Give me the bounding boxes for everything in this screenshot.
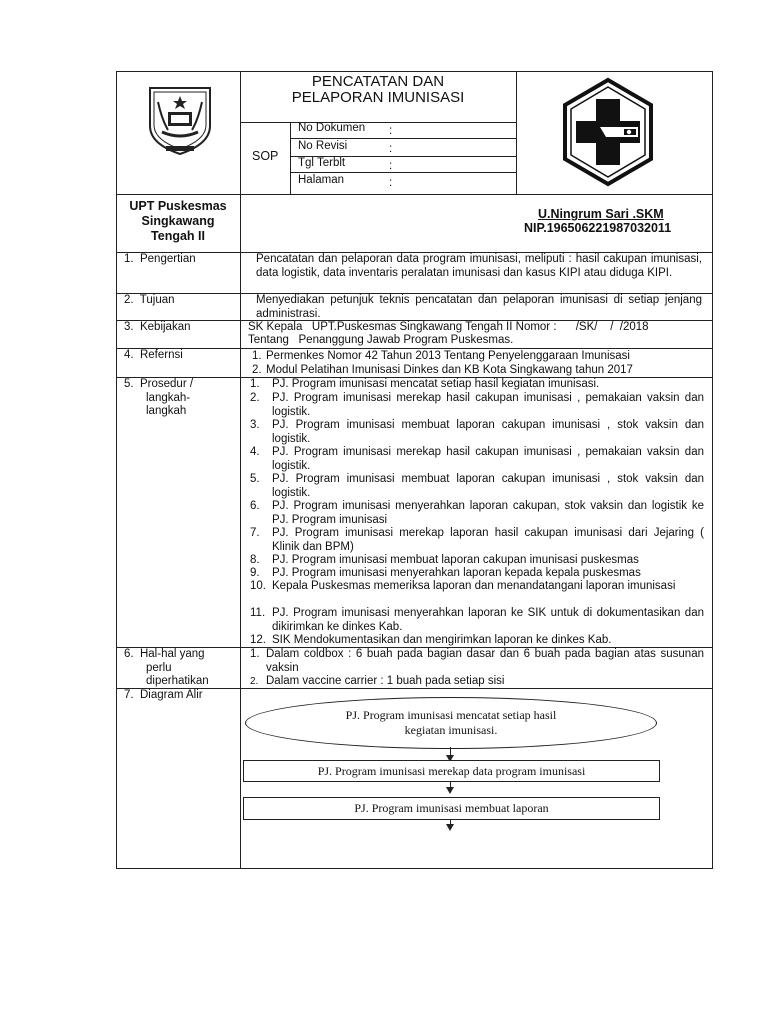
referensi-item-text: Modul Pelatihan Imunisasi Dinkes dan KB Kota Singkawang tahun 2017	[266, 364, 633, 376]
prosedur-item-text: PJ. Program imunisasi menyerahkan laporan kepada kepala puskesmas	[272, 567, 641, 579]
doc-field-tgl-terbit-label: Tgl Terblt	[298, 157, 346, 169]
prosedur-item-text: PJ. Program imunisasi merekap laporan hasil cakupan imunisasi dari Jejaring ( Klinik dan BPM)	[272, 527, 704, 553]
document-title-line2: PELAPORAN IMUNISASI	[291, 89, 465, 106]
regional-emblem-logo	[140, 80, 220, 158]
prosedur-item-number: 8.	[250, 554, 260, 566]
section-kebijakan-line2: Tentang Penanggung Jawab Program Puskesmas.	[248, 334, 514, 346]
prosedur-item-text: PJ. Program imunisasi menyerahkan laporan cakupan, stok vaksin dan logistik ke PJ. Program imunisasi	[272, 500, 704, 526]
prosedur-item-text: PJ. Program imunisasi membuat laporan cakupan imunisasi , stok vaksin dan logistik.	[272, 419, 704, 445]
signer-name: U.Ningrum Sari .SKM	[538, 207, 664, 221]
prosedur-item-number: 1.	[250, 378, 260, 390]
referensi-item-number: 1.	[252, 350, 262, 362]
prosedur-item-text: PJ. Program imunisasi membuat laporan cakupan imunisasi puskesmas	[272, 554, 639, 566]
doc-field-no-dokumen-value: :	[389, 125, 393, 137]
section-hal-hal-label-line3: diperhatikan	[146, 675, 209, 687]
hal-hal-item-text: Dalam coldbox : 6 buah pada bagian dasar dan 6 buah pada bagian atas susunan vaksin	[266, 648, 704, 674]
section-pengertian-label: 1. Pengertian	[124, 253, 196, 265]
prosedur-item-text: PJ. Program imunisasi membuat laporan cakupan imunisasi , stok vaksin dan logistik.	[272, 473, 704, 499]
section-referensi-label: 4. Refernsi	[124, 349, 183, 361]
section-prosedur-label-line2: langkah-	[146, 392, 191, 404]
section-hal-hal-label-line2: perlu	[146, 662, 172, 674]
section-pengertian-text: Pencatatan dan pelaporan data program imunisasi, meliputi : hasil cakupan imunisasi, data logistik, data inventaris peralatan imunisasi dan kasus KIPI atau diduga KIPI.	[256, 253, 702, 279]
prosedur-item-text: PJ. Program imunisasi mencatat setiap hasil kegiatan imunisasi.	[272, 378, 600, 390]
referensi-item-text: Permenkes Nomor 42 Tahun 2013 Tentang Penyelenggaraan Imunisasi	[266, 350, 630, 362]
section-kebijakan-label: 3. Kebijakan	[124, 321, 191, 333]
prosedur-item-number: 7.	[250, 527, 260, 539]
flow-arrowhead	[446, 787, 454, 794]
org-name-line3: Tengah II	[151, 229, 205, 243]
flow-node-start-ellipse	[245, 697, 657, 749]
section-kebijakan-line1: SK Kepala UPT.Puskesmas Singkawang Tengah II Nomor : /SK/ / /2018	[248, 321, 649, 333]
section-prosedur-label: 5. Prosedur /	[124, 378, 194, 390]
document-title-line1: PENCATATAN DAN	[311, 73, 445, 90]
doc-field-no-revisi-value: :	[389, 143, 393, 155]
doc-field-halaman-label: Halaman	[298, 174, 345, 186]
doc-field-no-revisi-label: No Revisi	[298, 140, 348, 152]
section-hal-hal-label: 6. Hal-hal yang	[124, 648, 205, 660]
prosedur-item-number: 3.	[250, 419, 260, 431]
prosedur-item-text: PJ. Program imunisasi merekap hasil cakupan imunisasi , pemakaian vaksin dan logistik.	[272, 392, 704, 418]
doc-field-halaman-value: :	[389, 177, 393, 189]
hal-hal-item-number: 2.	[250, 676, 259, 687]
hal-hal-item-number: 1.	[250, 648, 260, 660]
prosedur-item-number: 9.	[250, 567, 260, 579]
org-name-line2: Singkawang	[141, 214, 215, 228]
flow-node-start-line2: kegiatan imunisasi.	[404, 723, 498, 737]
flow-node-laporan	[243, 797, 660, 820]
flow-arrowhead	[446, 824, 454, 831]
prosedur-item-number: 12.	[250, 634, 266, 646]
puskesmas-logo	[560, 77, 656, 187]
prosedur-item-number: 4.	[250, 446, 260, 458]
prosedur-item-number: 6.	[250, 500, 260, 512]
prosedur-item-number: 5.	[250, 473, 260, 485]
prosedur-item-number: 10.	[250, 580, 266, 592]
doc-field-tgl-terbit-value: :	[389, 160, 393, 172]
org-name-line1: UPT Puskesmas	[129, 199, 227, 213]
prosedur-item-text: PJ. Program imunisasi menyerahkan laporan ke SIK untuk di dokumentasikan dan dikirimkan ke dinkes Kab.	[272, 607, 704, 633]
prosedur-item-text: SIK Mendokumentasikan dan mengirimkan laporan ke dinkes Kab.	[272, 634, 612, 646]
signer-nip: NIP.196506221987032011	[524, 221, 672, 235]
referensi-item-number: 2.	[252, 364, 262, 376]
sop-label: SOP	[252, 149, 279, 163]
flow-node-start-line1: PJ. Program imunisasi mencatat setiap hasil	[345, 708, 557, 722]
prosedur-item-number: 11.	[250, 607, 266, 619]
flow-node-rekap	[243, 760, 660, 782]
prosedur-item-text: PJ. Program imunisasi merekap hasil cakupan imunisasi , pemakaian vaksin dan logistik.	[272, 446, 704, 472]
section-diagram-label: 7. Diagram Alir	[124, 689, 203, 701]
section-tujuan-label: 2. Tujuan	[124, 294, 175, 306]
doc-field-no-dokumen-label: No Dokumen	[298, 122, 366, 134]
section-prosedur-label-line3: langkah	[146, 405, 187, 417]
section-tujuan-text: Menyediakan petunjuk teknis pencatatan dan pelaporan imunisasi di setiap jenjang administrasi.	[256, 294, 702, 320]
flow-node-laporan-text: PJ. Program imunisasi membuat laporan	[354, 801, 549, 815]
prosedur-item-number: 2.	[250, 392, 260, 404]
prosedur-item-text: Kepala Puskesmas memeriksa laporan dan menandatangani laporan imunisasi	[272, 580, 676, 592]
flow-node-rekap-text: PJ. Program imunisasi merekap data program imunisasi	[317, 764, 586, 778]
hal-hal-item-text: Dalam vaccine carrier : 1 buah pada setiap sisi	[266, 675, 505, 687]
